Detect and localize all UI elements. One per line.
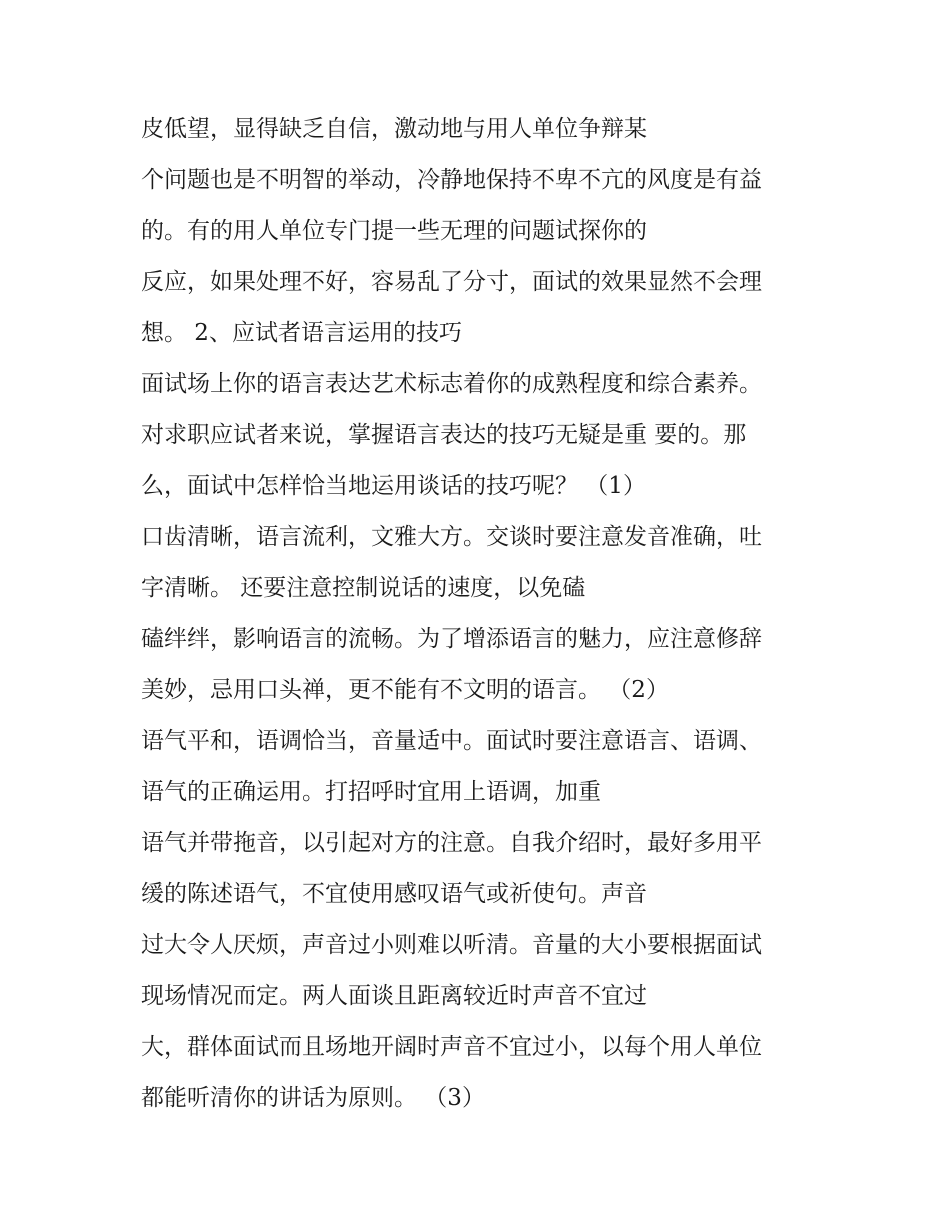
body-text (141, 104, 821, 1124)
text-line: 想。 2、应试者语言运用的技巧 (141, 320, 462, 346)
text-line: 对求职应试者来说，掌握语言表达的技巧无疑是重 要的。那 (141, 422, 747, 448)
text-line: 字清晰。 还要注意控制说话的速度，以免磕 (141, 575, 586, 601)
text-line: 反应，如果处理不好，容易乱了分寸，面试的效果显然不会理 (141, 269, 762, 295)
text-line: 磕绊绊，影响语言的流畅。为了增添语言的魅力，应注意修辞 (141, 626, 762, 652)
text-line: 美妙，忌用口头禅，更不能有不文明的语言。 （2） (141, 677, 669, 703)
text-line: 个问题也是不明智的举动，冷静地保持不卑不亢的风度是有益 (141, 167, 762, 193)
text-line: 面试场上你的语言表达艺术标志着你的成熟程度和综合素养。 (141, 371, 762, 397)
text-line: 缓的陈述语气，不宜使用感叹语气或祈使句。声音 (141, 881, 647, 907)
text-line: 现场情况而定。两人面谈且距离较近时声音不宜过 (141, 983, 647, 1009)
text-line: 过大令人厌烦，声音过小则难以听清。音量的大小要根据面试 (141, 932, 762, 958)
text-line: 语气并带拖音，以引起对方的注意。自我介绍时，最好多用平 (141, 830, 762, 856)
text-line: 皮低望，显得缺乏自信，激动地与用人单位争辩某 (141, 116, 647, 142)
text-line: 都能听清你的讲话为原则。 （3） (141, 1085, 485, 1111)
text-line: 口齿清晰，语言流利，文雅大方。交谈时要注意发音准确，吐 (141, 524, 762, 550)
text-line: 大，群体面试而且场地开阔时声音不宜过小，以每个用人单位 (141, 1034, 762, 1060)
text-line: 语气平和，语调恰当，音量适中。面试时要注意语言、语调、 (141, 728, 762, 754)
text-line: 语气的正确运用。打招呼时宜用上语调，加重 (141, 779, 601, 805)
text-line: 的。有的用人单位专门提一些无理的问题试探你的 (141, 218, 647, 244)
text-line: 么，面试中怎样恰当地运用谈话的技巧呢？ （1） (141, 473, 646, 499)
